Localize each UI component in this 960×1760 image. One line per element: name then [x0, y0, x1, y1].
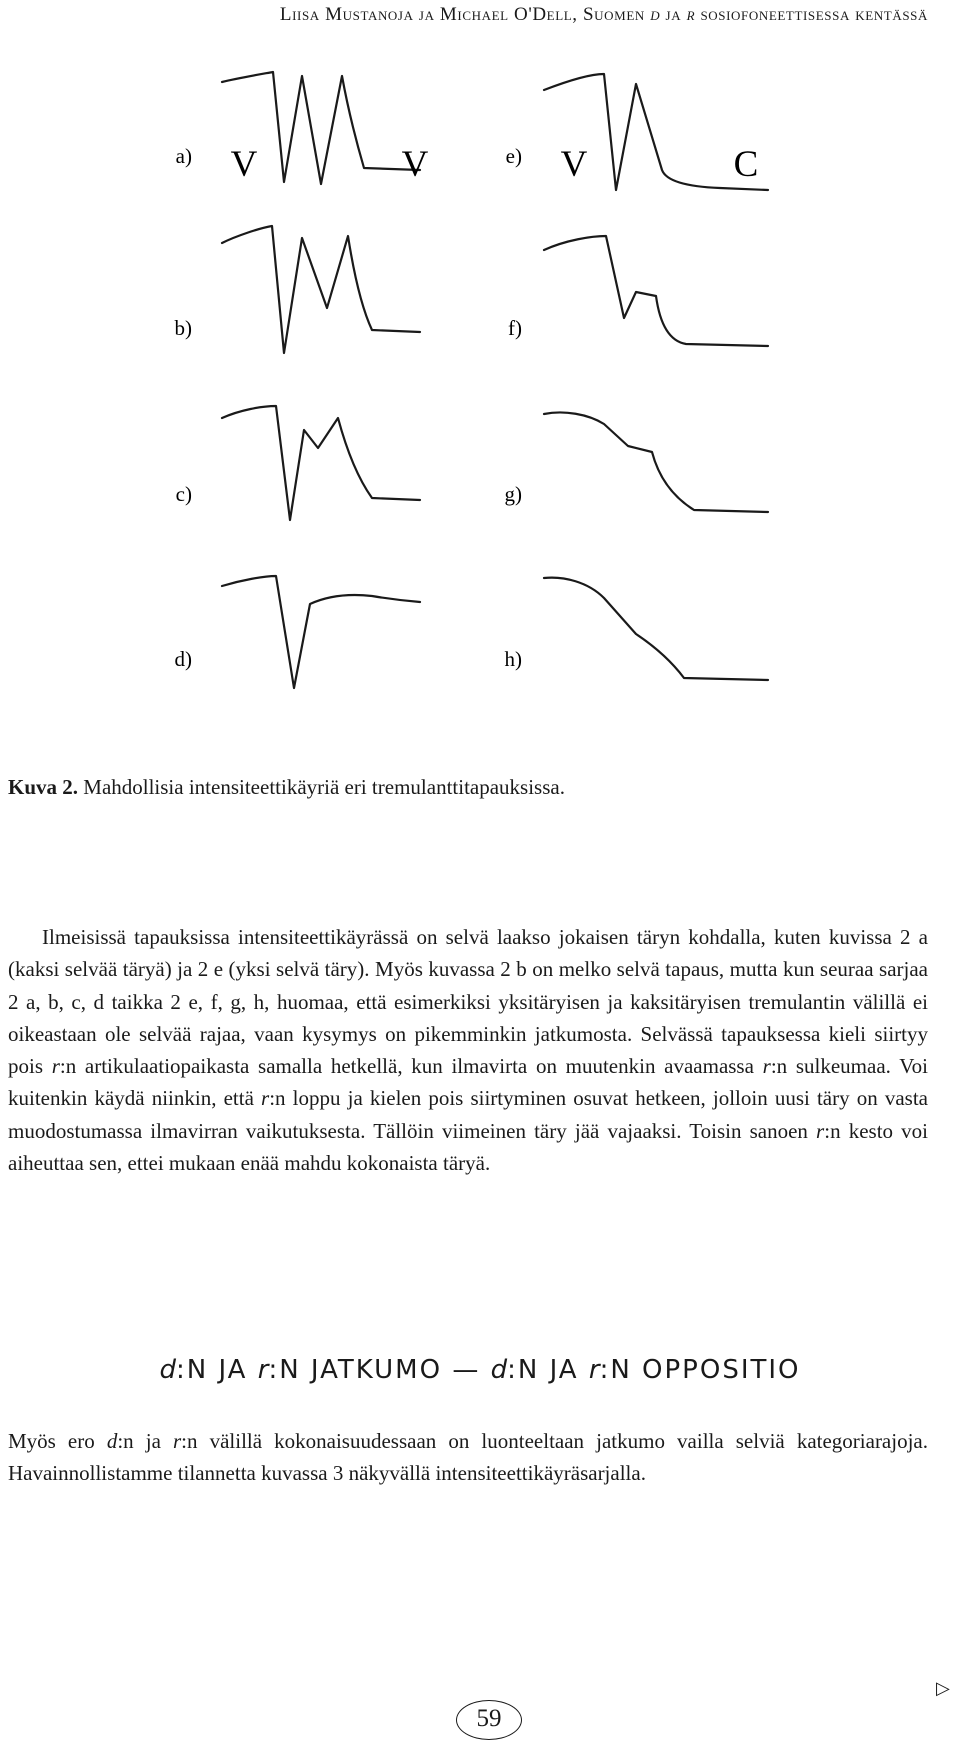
panel-label-c: c) — [175, 482, 192, 506]
panel-label-a: a) — [175, 144, 192, 168]
section-heading: d:N JA r:N JATKUMO — d:N JA r:N OPPOSITIO — [159, 1355, 801, 1385]
consonant-mark-e: C — [733, 144, 759, 185]
curve-f — [544, 236, 768, 346]
panel-label-f: f) — [508, 316, 522, 340]
curve-d — [222, 576, 420, 688]
header-title-d: d — [650, 4, 661, 25]
panel-label-g: g) — [504, 482, 522, 506]
header-title-r: r — [686, 4, 696, 25]
next-page-arrow-icon: ▷ — [936, 1678, 950, 1699]
paragraph-tremulant: Ilmeisissä tapauksissa intensiteettikäyrässä on selvä laakso jokaisen täryn kohdalla, kuten kuvissa 2 a (kaksi selvää täryä) ja 2 e (yksi selvä täry). Myös kuvassa 2 b on melko selvä tapaus, mutta kun seuraa sarjaa 2 a, b, c, d taikka 2 e, f, g, h, huomaa, että esimerkiksi yksitäryisen ja kaksitäryisen tremulantin välillä ei oikeastaan ole selvää rajaa, vaan kysymys on pikemminkin jatkumosta. Selvässä tapauksessa kieli siirtyy pois r:n artikulaatiopaikasta samalla hetkellä, kun ilmavirta on muutenkin avaamassa r:n sulkeumaa. Voi kuitenkin käydä niinkin, että r:n loppu ja kielen pois siirtyminen osuvat hetkeen, jolloin uusi täry on vasta muodostumassa ilmavirran vaikutuksesta. Tällöin viimeinen täry jää vajaaksi. Toisin sanoen r:n kesto voi aiheuttaa sen, ettei mukaan enää mahdu kokonaista täryä. — [8, 925, 928, 1176]
vowel-mark-a1: V — [230, 144, 258, 185]
header-authors: Liisa Mustanoja ja Michael O'Dell, — [279, 4, 584, 25]
paragraph-continuum: Myös ero d:n ja r:n välillä kokonaisuudessaan on luonteeltaan jatkumo vailla selviä kategoriarajoja. Havainnollistamme tilannetta kuvassa 3 näkyvällä intensiteettikäyräsarjalla. — [8, 1429, 928, 1486]
curve-b — [222, 226, 420, 353]
panel-label-h: h) — [504, 647, 522, 671]
panel-label-e: e) — [505, 144, 522, 168]
caption-label: Kuva 2. — [8, 775, 79, 799]
header-title-ja: ja — [660, 4, 687, 25]
curve-h — [544, 578, 768, 680]
figure-caption — [8, 775, 928, 800]
vowel-mark-e: V — [560, 144, 588, 185]
curve-c — [222, 406, 420, 520]
panel-label-b: b) — [174, 316, 192, 340]
intensity-curves-figure — [0, 0, 960, 760]
vowel-mark-a2: V — [401, 144, 429, 185]
panel-label-d: d) — [174, 647, 192, 671]
caption-text: Mahdollisia intensiteettikäyriä eri tremulanttitapauksissa. — [78, 775, 565, 799]
curve-g — [544, 412, 768, 512]
header-title-rest: sosiofoneettisessa kentässä — [695, 4, 928, 25]
page-number: 59 — [456, 1700, 522, 1740]
header-title: Suomen — [583, 4, 651, 25]
